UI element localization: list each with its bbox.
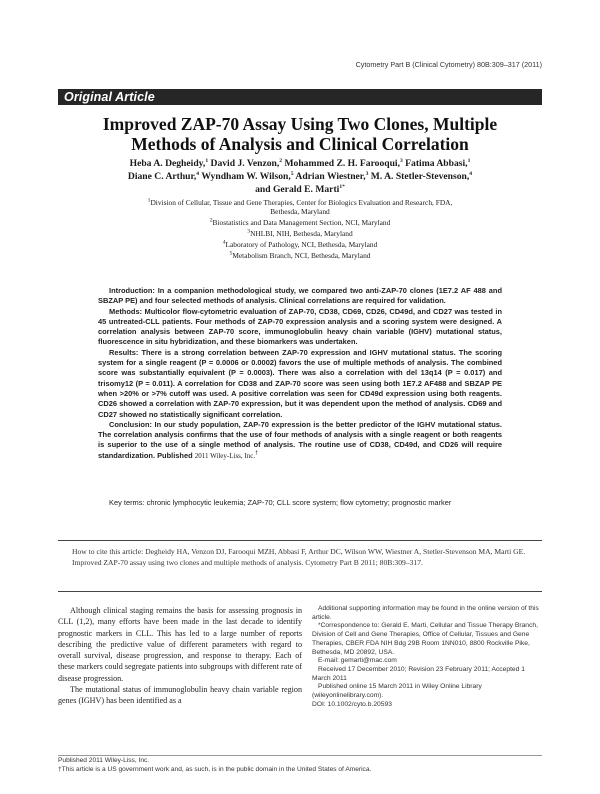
author-name: Heba A. Degheidy, bbox=[129, 158, 206, 169]
affiliation-3 bbox=[58, 229, 542, 238]
doi-link[interactable]: DOI: 10.1002/cyto.b.20593 bbox=[312, 700, 392, 708]
abstract-results bbox=[98, 348, 502, 420]
article-type-bar bbox=[58, 89, 542, 105]
footer-public-domain-note: †This article is a US government work and, as such, is in the public domain in the United States of America. bbox=[58, 765, 372, 773]
affiliation-1 bbox=[58, 198, 542, 207]
body-paragraph-1: Although clinical staging remains the basis for assessing prognosis in CLL (1,2), many efforts have been made in the last decade to identify prognostic markers in CLL. This has led to a large number of reports describing the predictive value of different parameters with regard to overall survival, disease progression, and response to therapy. Each of these markers could segregate patients into subgroups with different rate of disease progression. bbox=[58, 606, 302, 683]
page-footer bbox=[58, 757, 542, 774]
affil-number: 5 bbox=[229, 250, 233, 257]
supporting-info-note: Additional supporting information may be found in the online version of this article. bbox=[312, 605, 539, 621]
abstract-text: In our study population, ZAP-70 expression is the better predictor of the IGHV mutational status. The correlation analysis confirms that the use of four methods of analysis with a single reagent or both reagents is superior to the use of a single method of analysis. The routine use of CD38, CD49d, and CD26 will require standardization. Published bbox=[98, 419, 502, 460]
abstract-text: In a companion methodological study, we compared two anti-ZAP-70 clones (1E7.2 AF 488 and SBZAP PE) and four selected methods of analysis. Clinical correlations are required for validation. bbox=[98, 286, 502, 306]
article-notes bbox=[312, 605, 542, 709]
abstract-label: Conclusion: bbox=[109, 419, 152, 429]
journal-header: Cytometry Part B (Clinical Cytometry) 80B:309–317 (2011) bbox=[355, 60, 542, 69]
abstract-label: Methods: bbox=[109, 306, 143, 316]
body-column bbox=[58, 605, 302, 707]
affiliation-5 bbox=[58, 251, 542, 260]
footer-publisher: Published 2011 Wiley-Liss, Inc. bbox=[58, 757, 150, 764]
affil-text: Division of Cellular, Tissue and Gene Therapies, Center for Biologics Evaluation and Research, FDA, bbox=[150, 198, 453, 207]
affil-text: NHLBI, NIH, Bethesda, Maryland bbox=[250, 229, 353, 238]
author-name: and Gerald E. Marti bbox=[255, 184, 340, 195]
citation-box bbox=[58, 540, 542, 592]
received-dates: Received 17 December 2010; Revision 23 February 2011; Accepted 1 March 2011 bbox=[312, 665, 525, 682]
citation-text: How to cite this article: Degheidy HA, Venzon DJ, Farooqui MZH, Abbasi F, Arthur DC, Wilson WW, Wiestner A, Stetler-Stevenson MA, Marti GE. Improved ZAP-70 assay using two clones and multiple methods of analysis. Cytometry Part B 2011; 80B:309–317. bbox=[72, 547, 526, 567]
author-affil-mark: 2 bbox=[279, 157, 283, 164]
affil-number: 1 bbox=[147, 197, 151, 204]
author-affil-mark: 4 bbox=[469, 170, 473, 177]
affil-text: Biostatistics and Data Management Section, NCI, Maryland bbox=[212, 218, 391, 227]
abstract-methods bbox=[98, 307, 502, 348]
published-note: 2011 Wiley-Liss, Inc. bbox=[194, 451, 256, 460]
author-name: Wyndham W. Wilson, bbox=[199, 171, 291, 182]
footer-divider bbox=[58, 755, 542, 756]
email-link[interactable]: E-mail: gemarti@mac.com bbox=[318, 657, 397, 665]
abstract-text: Multicolor flow-cytometric evaluation of ZAP-70, CD38, CD69, CD26, CD49d, and CD27 was tested in 45 untreated-CLL patients. Four methods of ZAP-70 expression analysis and a scoring system were designed. A correlation analysis between ZAP-70 score, immunoglobulin heavy chain variable (IGHV) mutational status, fluorescence in situ hybridization, and these biomarkers was undertaken. bbox=[98, 306, 502, 347]
author-affil-mark: 4 bbox=[196, 170, 200, 177]
author-name: Mohammed Z. H. Farooqui, bbox=[282, 158, 400, 169]
author-affil-mark: 3 bbox=[365, 170, 369, 177]
correspondence-note: *Correspondence to: Gerald E. Marti, Cellular and Tissue Therapy Branch, Division of Cell and Gene Therapies, Office of Cellular, Tissues and Gene Therapies, CBER FDA NIH Bdg 29B Room 1NN010, 8800 Rockville Pike, Bethesda, MD 20892, USA. bbox=[312, 622, 538, 656]
abstract-conclusion bbox=[98, 420, 502, 461]
abstract-label: Results: bbox=[109, 347, 139, 357]
affil-text: Laboratory of Pathology, NCI, Bethesda, Maryland bbox=[225, 240, 378, 249]
author-affil-mark: 1* bbox=[339, 183, 345, 190]
author-name: Fatima Abbasi, bbox=[402, 158, 468, 169]
author-line-2 bbox=[58, 171, 542, 183]
author-affil-mark: 5 bbox=[290, 170, 294, 177]
affil-number: 2 bbox=[209, 217, 213, 224]
author-affil-mark: 1 bbox=[467, 157, 471, 164]
article-type-label: Original Article bbox=[64, 90, 155, 104]
author-line-1 bbox=[58, 158, 542, 170]
title-line-2: Methods of Analysis and Clinical Correlation bbox=[131, 134, 469, 154]
abstract-label: Introduction: bbox=[109, 286, 155, 295]
abstract-text: The scoring system for a single reagent (P = 0.0006 or 0.0002) favors the use of multiple methods of analysis. The combined score was substantially equivalent (P = 0.0003). There was also a correlation with del 13q14 (P = 0.017) and trisomy12 (P = 0.011). A correlation for CD38 and ZAP-70 score was seen using both 1E7.2 AF488 and SBZAP PE when >20% or >7% cutoff was used. A positive correlation was seen for CD49d expression using both reagents. CD26 showed a correlation with ZAP-70 expression, but it was dependent upon the method of analysis. CD69 and CD27 showed no statistically significant correlation. bbox=[98, 347, 502, 419]
abstract-text: There is a strong correlation between ZAP-70 expression and IGHV mutational status. bbox=[138, 347, 456, 357]
author-name: Diane C. Arthur, bbox=[127, 171, 197, 182]
author-line-3 bbox=[58, 184, 542, 196]
affil-number: 3 bbox=[247, 228, 251, 235]
author-name: M. A. Stetler-Stevenson, bbox=[368, 171, 470, 182]
body-paragraph-2: The mutational status of immunoglobulin heavy chain variable region genes (IGHV) has been identified as a bbox=[58, 685, 302, 706]
author-affil-mark: 1 bbox=[205, 157, 209, 164]
author-affil-mark: 3 bbox=[399, 157, 403, 164]
author-name: David J. Venzon, bbox=[208, 158, 280, 169]
affiliation-2 bbox=[58, 218, 542, 227]
article-title bbox=[58, 114, 542, 154]
title-line-1: Improved ZAP-70 Assay Using Two Clones, Multiple bbox=[102, 114, 498, 134]
affiliation-4 bbox=[58, 240, 542, 249]
affil-text: Metabolism Branch, NCI, Bethesda, Maryland bbox=[232, 251, 371, 260]
dagger-mark: † bbox=[255, 450, 259, 457]
affiliation-1-cont: Bethesda, Maryland bbox=[270, 207, 330, 216]
affil-number: 4 bbox=[222, 239, 226, 246]
key-terms: Key terms: chronic lymphocytic leukemia; ZAP-70; CLL score system; flow cytometry; prognostic marker bbox=[109, 498, 452, 507]
abstract-introduction bbox=[98, 286, 502, 307]
abstract bbox=[98, 286, 502, 461]
published-online: Published online 15 March 2011 in Wiley Online Library (wileyonlinelibrary.com). bbox=[312, 683, 482, 700]
author-name: Adrian Wiestner, bbox=[293, 171, 366, 182]
